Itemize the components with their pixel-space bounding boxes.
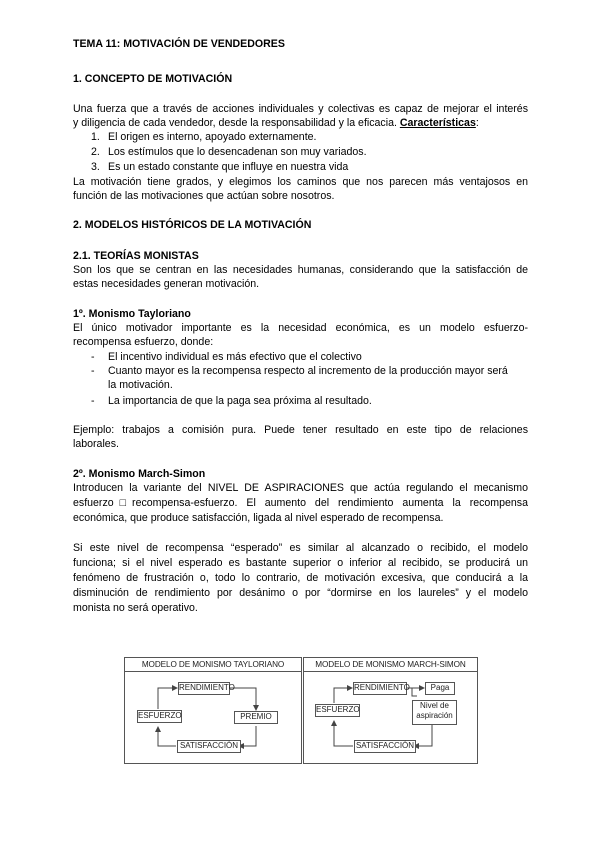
subsection-line-1: Son los que se centran en las necesidades humanas, considerando que la satisfacción de xyxy=(73,264,528,276)
list-number-2: 2. xyxy=(91,146,100,158)
dash-1: - xyxy=(91,351,95,363)
document-title: TEMA 11: MOTIVACIÓN DE VENDEDORES xyxy=(73,38,285,50)
m2-line-2: esfuerzo□recompensa-esfuerzo. El aumento del rendimiento aumenta la recompensa xyxy=(73,497,528,509)
m1-line-1: El único motivador importante es la necesidad económica, es un modelo esfuerzo- xyxy=(73,322,528,334)
list-item-1: El origen es interno, apoyado externamente. xyxy=(108,131,317,143)
m2-line-3: económica, que produce satisfacción, ligada al nivel esperado de recompensa. xyxy=(73,512,444,524)
monismo-march-simon-heading: 2º. Monismo March-Simon xyxy=(73,468,206,480)
p-line-1: Si este nivel de recompensa “esperado” es similar al alcanzado o recibido, el modelo xyxy=(73,542,528,554)
s1-paragraph-2-line-2: función de las motivaciones que actúan sobre nosotros. xyxy=(73,190,335,202)
diagram-tayloriano-title: MODELO DE MONISMO TAYLORIANO xyxy=(125,658,301,672)
tayloriano-premio-box: PREMIO xyxy=(234,711,278,724)
list-item-2: Los estímulos que lo desencadenan son muy variados. xyxy=(108,146,367,158)
caracteristicas-label: Características xyxy=(399,117,476,129)
colon: : xyxy=(475,117,479,129)
tayloriano-esfuerzo-box: ESFUERZO xyxy=(137,710,182,723)
tayloriano-rendimiento-box: RENDIMIENTO xyxy=(178,682,230,695)
p-line-5: monista no será operativo. xyxy=(73,602,198,614)
p-line-4: disminución de rendimiento por desánimo o por “dormirse en los laureles” y el modelo xyxy=(73,587,528,599)
section-1-heading: 1. CONCEPTO DE MOTIVACIÓN xyxy=(73,73,233,85)
list-item-3: Es un estado constante que influye en nuestra vida xyxy=(108,161,349,173)
m1-item-2-line-2: la motivación. xyxy=(108,379,173,391)
march-simon-rendimiento-box: RENDIMIENTO xyxy=(353,682,407,695)
section-2-heading: 2. MODELOS HISTÓRICOS DE LA MOTIVACIÓN xyxy=(73,219,312,231)
m2-line-1: Introducen la variante del NIVEL DE ASPIRACIONES que actúa regulando el mecanismo xyxy=(73,482,528,494)
dash-3: - xyxy=(91,395,95,407)
nivel-line-2: aspiración xyxy=(416,711,453,720)
list-number-3: 3. xyxy=(91,161,100,173)
monismo-tayloriano-heading: 1º. Monismo Tayloriano xyxy=(73,308,191,320)
m1-item-2-line-1: Cuanto mayor es la recompensa respecto al incremento de la producción mayor será xyxy=(108,365,508,377)
march-simon-paga-box: Paga xyxy=(425,682,455,695)
list-number-1: 1. xyxy=(91,131,100,143)
s1-paragraph-1-line-2 xyxy=(73,116,479,130)
p-line-2: funciona; si el nivel esperado es bastante superior o inferior al recibido, se producirá un xyxy=(73,557,528,569)
subsection-heading: 2.1. TEORÍAS MONISTAS xyxy=(73,250,199,262)
s1-p1-text: y diligencia de cada vendedor, desde la responsabilidad y la eficacia. xyxy=(73,117,400,129)
m1-line-2: recompensa esfuerzo, donde: xyxy=(73,336,214,348)
m1-item-1: El incentivo individual es más efectivo que el colectivo xyxy=(108,351,362,363)
s1-paragraph-1-line-1: Una fuerza que a través de acciones individuales y colectivas es capaz de mejorar el interés xyxy=(73,103,528,115)
example-line-2: laborales. xyxy=(73,438,119,450)
subsection-line-2: estas necesidades generan motivación. xyxy=(73,278,260,290)
dash-2: - xyxy=(91,365,95,377)
tayloriano-satisfaccion-box: SATISFACCIÓN xyxy=(177,740,241,753)
march-simon-esfuerzo-box: ESFUERZO xyxy=(315,704,360,717)
diagram-march-simon xyxy=(303,657,478,764)
march-simon-nivel-box xyxy=(412,700,457,725)
march-simon-satisfaccion-box: SATISFACCIÓN xyxy=(354,740,416,753)
example-line-1: Ejemplo: trabajos a comisión pura. Puede tener resultado en este tipo de relaciones xyxy=(73,424,528,436)
diagram-tayloriano xyxy=(124,657,302,764)
p-line-3: fenómeno de frustración o, todo lo contrario, de motivación excesiva, que conducirá a la xyxy=(73,572,528,584)
diagram-march-simon-title: MODELO DE MONISMO MARCH-SIMON xyxy=(304,658,477,672)
s1-paragraph-2-line-1: La motivación tiene grados, y elegimos los caminos que nos parecen más ventajosos en xyxy=(73,176,528,188)
m1-item-3: La importancia de que la paga sea próxima al resultado. xyxy=(108,395,372,407)
nivel-line-1: Nivel de xyxy=(420,701,449,710)
